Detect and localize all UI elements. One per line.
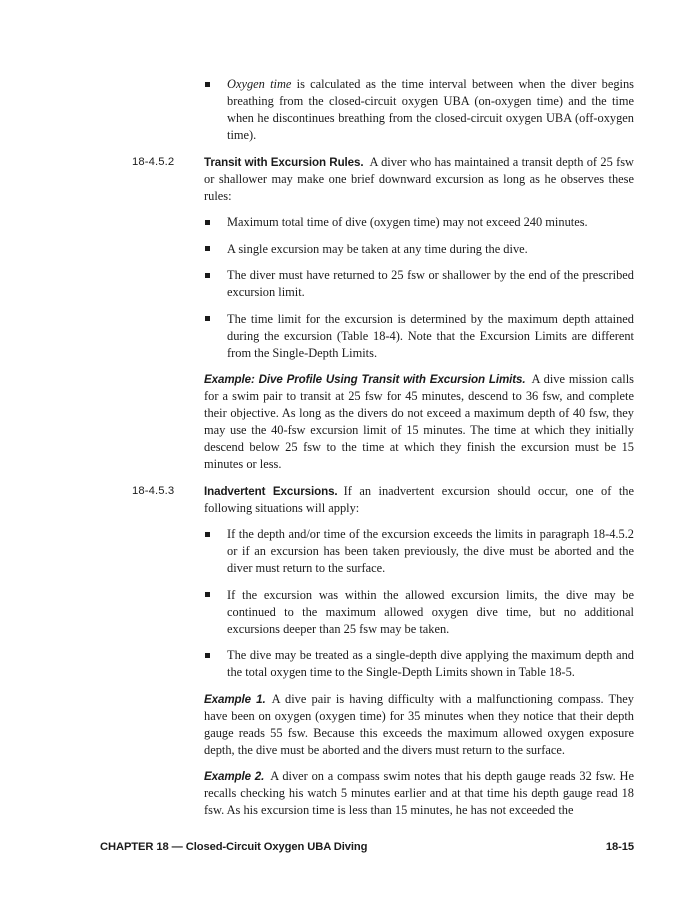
section-number: 18-4.5.3 <box>132 485 175 497</box>
example-paragraph: Example: Dive Profile Using Transit with Excursion Limits. A dive mission calls for a swim pair to transit at 25 fsw for 45 minutes, descend to 36 fsw, and complete their objective. As long as the divers do not exceed a maximum depth of 40 fsw, they may use the 40-fsw excursion limit of 15 minutes. The time at which they initially descend below 25 fsw to the time at which they finish the excursion must be 15 minutes or less. <box>204 372 635 471</box>
bullet-item: A single excursion may be taken at any time during the dive. <box>204 241 634 258</box>
bullet-italic-lead: Oxygen time <box>227 77 292 91</box>
example-lead: Example 1. <box>204 692 266 706</box>
bullet-square-icon <box>205 246 210 251</box>
bullet-item: If the depth and/or time of the excursion exceeds the limits in paragraph 18-4.5.2 or if an excursion has been taken previously, the dive must be aborted and the diver must return to the surface. <box>204 526 634 577</box>
document-content <box>132 76 634 829</box>
bullet-square-icon <box>205 316 210 321</box>
section-paragraph: 18-4.5.3 Inadvertent Excursions. If an inadvertent excursion should occur, one of the following situations will apply: <box>132 483 634 515</box>
bullet-item: Oxygen time is calculated as the time interval between when the diver begins breathing from the closed-circuit oxygen UBA (on-oxygen time) and the time when he discontinues breathing from the closed-circuit oxygen UBA (off-oxygen time). <box>204 76 634 144</box>
bullet-square-icon <box>205 220 210 225</box>
bullet-item: The time limit for the excursion is determined by the maximum depth attained during the excursion (Table 18-4). Note that the Excursion Limits are different from the Single-Depth Limits. <box>204 311 634 362</box>
section-heading: Transit with Excursion Rules. <box>204 155 364 169</box>
page-footer <box>100 841 634 853</box>
section-number: 18-4.5.2 <box>132 156 175 168</box>
bullet-item: The dive may be treated as a single-depth dive applying the maximum depth and the total oxygen time to the Single-Depth Limits shown in Table 18-5. <box>204 647 634 681</box>
bullet-item: If the excursion was within the allowed excursion limits, the dive may be continued to the maximum allowed oxygen dive time, but no additional excursions deeper than 25 fsw may be taken. <box>204 587 634 638</box>
example-lead: Example: Dive Profile Using Transit with Excursion Limits. <box>204 373 526 386</box>
bullet-square-icon <box>205 532 210 537</box>
bullet-square-icon <box>205 592 210 597</box>
example-paragraph: Example 2. A diver on a compass swim notes that his depth gauge reads 32 fsw. He recalls checking his watch 5 minutes earlier and at that time his depth gauge read 18 fsw. As his excursion time is less than 15 minutes, he has not exceeded the <box>204 769 634 817</box>
bullet-square-icon <box>205 273 210 278</box>
bullet-item: Maximum total time of dive (oxygen time) may not exceed 240 minutes. <box>204 214 634 231</box>
example-paragraph: Example 1. A dive pair is having difficulty with a malfunctioning compass. They have been on oxygen (oxygen time) for 35 minutes when they notice that their depth gauge reads 55 fsw. Because this exceeds the maximum allowed oxygen exposure depth, the dive must be aborted and the divers must return to the surface. <box>204 691 634 757</box>
section-paragraph: 18-4.5.2 Transit with Excursion Rules. A diver who has maintained a transit depth of 25 fsw or shallower may make one brief downward excursion as long as he observes these rules: <box>132 154 634 203</box>
bullet-item: The diver must have returned to 25 fsw or shallower by the end of the prescribed excursion limit. <box>204 267 634 301</box>
footer-chapter-title: CHAPTER 18 — Closed-Circuit Oxygen UBA Diving <box>100 841 368 853</box>
example-lead: Example 2. <box>204 770 265 783</box>
bullet-square-icon <box>205 82 210 87</box>
section-heading: Inadvertent Excursions. <box>204 484 338 498</box>
footer-page-number: 18-15 <box>605 841 634 853</box>
bullet-square-icon <box>205 653 210 658</box>
